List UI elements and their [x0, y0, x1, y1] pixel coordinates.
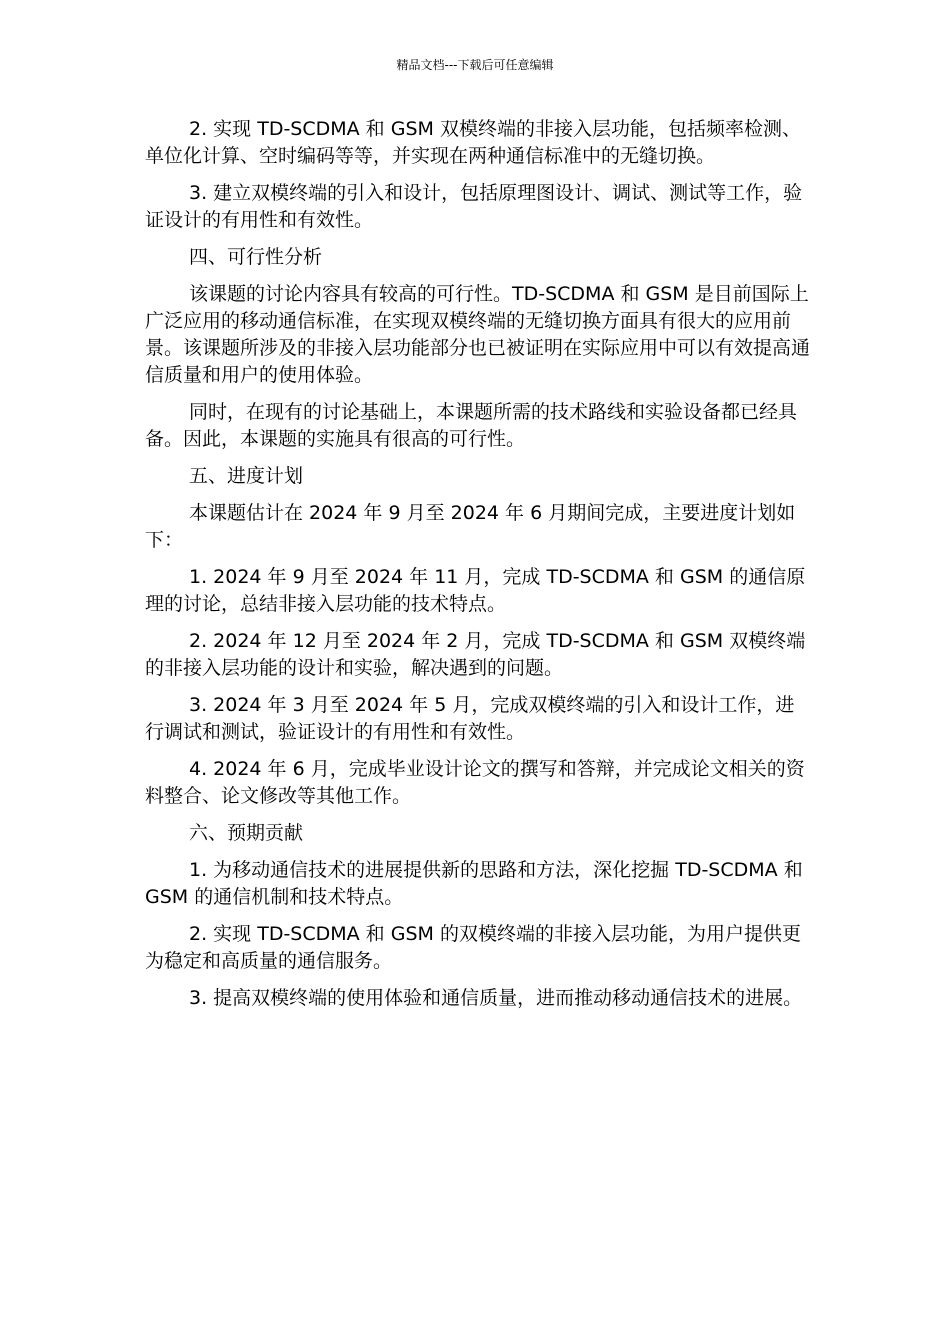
- paragraph-schedule-1: 1. 2024 年 9 月至 2024 年 11 月，完成 TD-SCDMA 和 GSM 的通信原理的讨论，总结非接入层功能的技术特点。: [145, 566, 806, 615]
- section-heading-schedule: 五、进度计划: [189, 465, 304, 487]
- document-body: [145, 116, 810, 1022]
- section-heading-contributions: 六、预期贡献: [189, 822, 304, 844]
- paragraph-schedule-intro: 本课题估计在 2024 年 9 月至 2024 年 6 月期间完成，主要进度计划如下：: [145, 502, 796, 551]
- paragraph-feasibility-2: 同时，在现有的讨论基础上，本课题所需的技术路线和实验设备都已经具备。因此，本课题的实施具有很高的可行性。: [145, 401, 798, 450]
- paragraph-feasibility-1: 该课题的讨论内容具有较高的可行性。TD-SCDMA 和 GSM 是目前国际上广泛应用的移动通信标准，在实现双模终端的无缝切换方面具有很大的应用前景。该课题所涉及的非接入层功能部分也已被证明在实际应用中可以有效提高通信质量和用户的使用体验。: [145, 283, 811, 386]
- paragraph-schedule-4: 4. 2024 年 6 月，完成毕业设计论文的撰写和答辩，并完成论文相关的资料整合、论文修改等其他工作。: [145, 758, 805, 807]
- page-header: 精品文档---下载后可任意编辑: [396, 58, 554, 72]
- paragraph-contribution-2: 2. 实现 TD-SCDMA 和 GSM 的双模终端的非接入层功能，为用户提供更为稳定和高质量的通信服务。: [145, 923, 801, 972]
- paragraph-objective-2: 2. 实现 TD-SCDMA 和 GSM 双模终端的非接入层功能，包括频率检测、单位化计算、空时编码等等，并实现在两种通信标准中的无缝切换。: [145, 118, 801, 167]
- paragraph-schedule-2: 2. 2024 年 12 月至 2024 年 2 月，完成 TD-SCDMA 和 GSM 双模终端的非接入层功能的设计和实验，解决遇到的问题。: [145, 630, 806, 679]
- paragraph-contribution-1: 1. 为移动通信技术的进展提供新的思路和方法，深化挖掘 TD-SCDMA 和 GSM 的通信机制和技术特点。: [145, 859, 803, 908]
- paragraph-contribution-3: 3. 提高双模终端的使用体验和通信质量，进而推动移动通信技术的进展。: [189, 987, 803, 1009]
- paragraph-objective-3: 3. 建立双模终端的引入和设计，包括原理图设计、调试、测试等工作，验证设计的有用性和有效性。: [145, 182, 803, 231]
- paragraph-schedule-3: 3. 2024 年 3 月至 2024 年 5 月，完成双模终端的引入和设计工作，进行调试和测试，验证设计的有用性和有效性。: [145, 694, 795, 743]
- section-heading-feasibility: 四、可行性分析: [189, 246, 323, 268]
